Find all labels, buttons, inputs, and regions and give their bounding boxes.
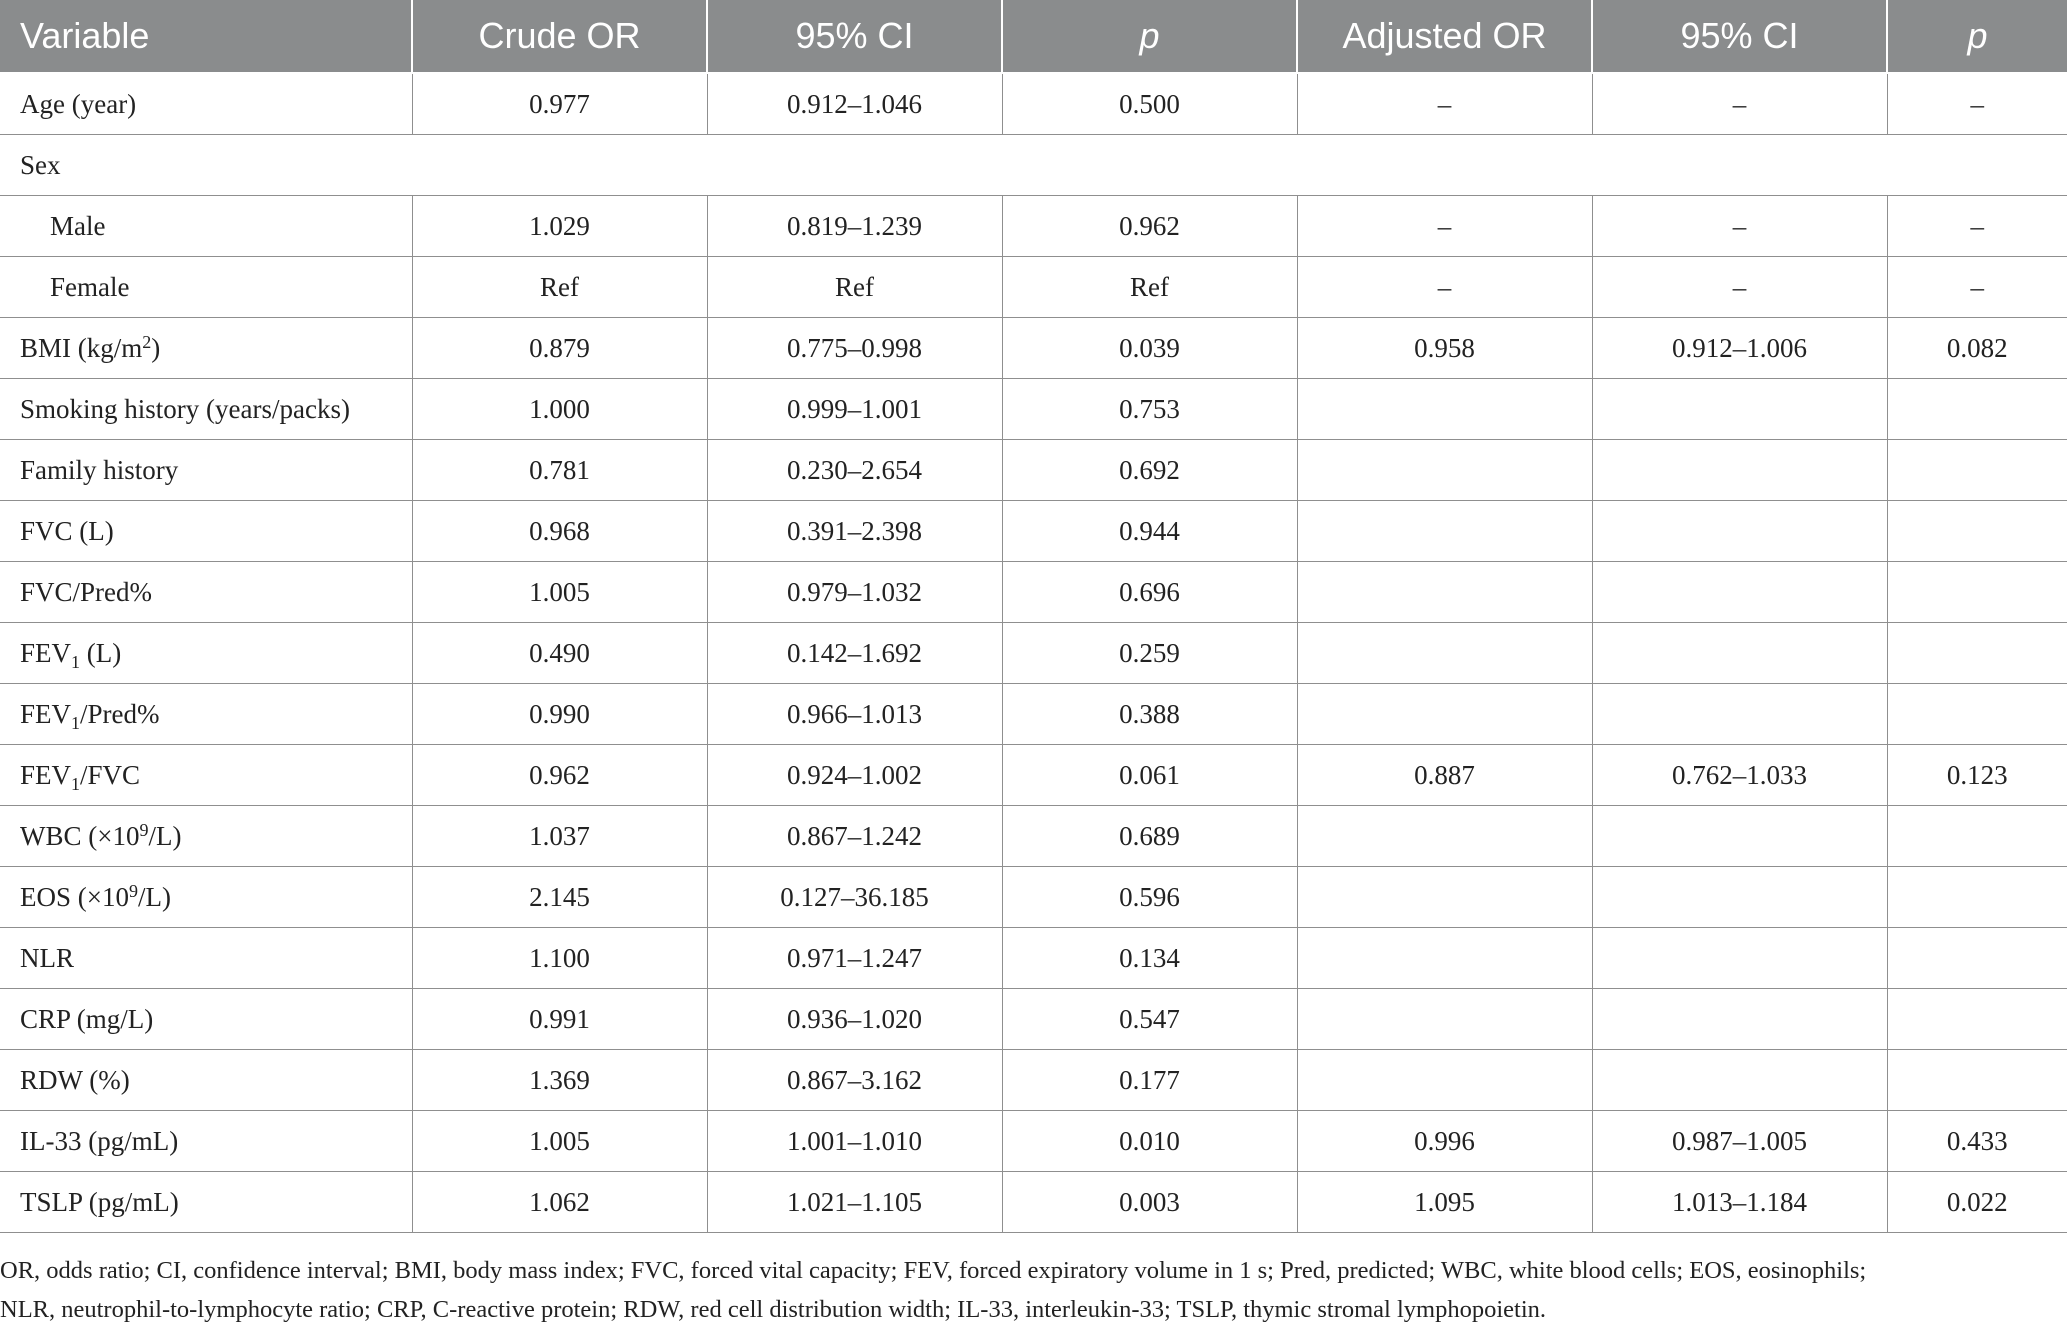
row-variable-label	[0, 989, 412, 1050]
crude-or-cell: 2.145	[412, 867, 707, 928]
adjusted-or-cell	[1297, 623, 1592, 684]
crude-p-cell: 0.010	[1002, 1111, 1297, 1172]
variable-name: WBC (×10	[20, 820, 140, 851]
adjusted-p-cell	[1887, 684, 2067, 745]
adjusted-p-cell: –	[1887, 73, 2067, 135]
crude-or-cell: 0.991	[412, 989, 707, 1050]
header-ci-crude: 95% CI	[707, 0, 1002, 73]
table-row	[0, 1172, 2067, 1233]
crude-or-cell: 1.000	[412, 379, 707, 440]
crude-or-cell: 0.977	[412, 73, 707, 135]
header-p-crude: p	[1002, 0, 1297, 73]
variable-name: IL-33 (pg/mL)	[20, 1125, 179, 1156]
row-variable-label	[0, 501, 412, 562]
crude-p-cell: 0.547	[1002, 989, 1297, 1050]
crude-p-cell: 0.753	[1002, 379, 1297, 440]
crude-or-cell: 0.962	[412, 745, 707, 806]
table-row	[0, 196, 2067, 257]
row-variable-label	[0, 196, 412, 257]
crude-p-cell: 0.177	[1002, 1050, 1297, 1111]
row-variable-label	[0, 562, 412, 623]
variable-name: Male	[50, 210, 106, 241]
table-row	[0, 867, 2067, 928]
variable-name: FEV	[20, 759, 72, 790]
table-row	[0, 806, 2067, 867]
variable-name-suffix: /L)	[137, 881, 171, 912]
adjusted-ci-cell: –	[1592, 257, 1887, 318]
adjusted-or-cell	[1297, 989, 1592, 1050]
variable-subscript: 1	[71, 651, 81, 672]
crude-ci-cell: 0.867–3.162	[707, 1050, 1002, 1111]
adjusted-or-cell	[1297, 806, 1592, 867]
header-crude-or: Crude OR	[412, 0, 707, 73]
crude-ci-cell: 0.127–36.185	[707, 867, 1002, 928]
adjusted-or-cell: –	[1297, 196, 1592, 257]
crude-ci-cell: 0.391–2.398	[707, 501, 1002, 562]
variable-name: Smoking history (years/packs)	[20, 393, 350, 424]
adjusted-ci-cell	[1592, 379, 1887, 440]
row-variable-label	[0, 440, 412, 501]
adjusted-p-cell: 0.022	[1887, 1172, 2067, 1233]
adjusted-or-cell	[1297, 1050, 1592, 1111]
table-row	[0, 379, 2067, 440]
crude-p-cell: 0.596	[1002, 867, 1297, 928]
adjusted-p-cell: 0.123	[1887, 745, 2067, 806]
crude-or-cell: 1.062	[412, 1172, 707, 1233]
adjusted-p-cell	[1887, 989, 2067, 1050]
adjusted-p-cell: 0.082	[1887, 318, 2067, 379]
adjusted-or-cell: –	[1297, 257, 1592, 318]
variable-name-suffix: /FVC	[80, 759, 141, 790]
crude-or-cell: 1.100	[412, 928, 707, 989]
table-row	[0, 1050, 2067, 1111]
crude-p-cell: 0.039	[1002, 318, 1297, 379]
crude-or-cell: Ref	[412, 257, 707, 318]
table-row	[0, 501, 2067, 562]
table-row	[0, 928, 2067, 989]
adjusted-ci-cell	[1592, 623, 1887, 684]
variable-name: Age (year)	[20, 88, 137, 119]
variable-name-suffix: /Pred%	[80, 698, 160, 729]
adjusted-p-cell	[1887, 1050, 2067, 1111]
adjusted-p-cell	[1887, 806, 2067, 867]
row-variable-label	[0, 745, 412, 806]
adjusted-ci-cell: 0.912–1.006	[1592, 318, 1887, 379]
crude-or-cell: 1.005	[412, 1111, 707, 1172]
adjusted-p-cell: –	[1887, 196, 2067, 257]
table-row	[0, 745, 2067, 806]
adjusted-or-cell	[1297, 684, 1592, 745]
crude-ci-cell: 0.924–1.002	[707, 745, 1002, 806]
adjusted-or-cell: 0.996	[1297, 1111, 1592, 1172]
header-p-adjusted: p	[1887, 0, 2067, 73]
adjusted-p-cell	[1887, 440, 2067, 501]
adjusted-p-cell	[1887, 623, 2067, 684]
adjusted-or-cell: –	[1297, 73, 1592, 135]
adjusted-or-cell	[1297, 379, 1592, 440]
crude-ci-cell: 0.230–2.654	[707, 440, 1002, 501]
crude-or-cell: 0.879	[412, 318, 707, 379]
adjusted-ci-cell	[1592, 928, 1887, 989]
adjusted-ci-cell	[1592, 684, 1887, 745]
variable-name: RDW (%)	[20, 1064, 130, 1095]
crude-p-cell: 0.962	[1002, 196, 1297, 257]
crude-p-cell: 0.061	[1002, 745, 1297, 806]
row-variable-label	[0, 257, 412, 318]
crude-or-cell: 1.005	[412, 562, 707, 623]
row-variable-label	[0, 135, 2067, 196]
adjusted-p-cell: 0.433	[1887, 1111, 2067, 1172]
adjusted-ci-cell	[1592, 501, 1887, 562]
crude-ci-cell: 0.966–1.013	[707, 684, 1002, 745]
crude-ci-cell: 0.979–1.032	[707, 562, 1002, 623]
adjusted-ci-cell	[1592, 562, 1887, 623]
adjusted-ci-cell: 0.987–1.005	[1592, 1111, 1887, 1172]
table-footnote	[0, 1233, 2067, 1329]
variable-name: EOS (×10	[20, 881, 129, 912]
adjusted-ci-cell: –	[1592, 196, 1887, 257]
crude-ci-cell: 0.142–1.692	[707, 623, 1002, 684]
crude-ci-cell: 0.819–1.239	[707, 196, 1002, 257]
table-body	[0, 73, 2067, 1233]
adjusted-ci-cell: 0.762–1.033	[1592, 745, 1887, 806]
crude-p-cell: 0.692	[1002, 440, 1297, 501]
crude-ci-cell: 0.867–1.242	[707, 806, 1002, 867]
adjusted-or-cell	[1297, 867, 1592, 928]
table-row	[0, 1111, 2067, 1172]
adjusted-or-cell: 0.958	[1297, 318, 1592, 379]
table-row	[0, 257, 2067, 318]
variable-superscript: 2	[142, 331, 152, 352]
variable-name-suffix: /L)	[148, 820, 182, 851]
crude-p-cell: 0.388	[1002, 684, 1297, 745]
row-variable-label	[0, 1111, 412, 1172]
variable-name: NLR	[20, 942, 74, 973]
adjusted-or-cell	[1297, 928, 1592, 989]
table-row	[0, 623, 2067, 684]
crude-p-cell: 0.944	[1002, 501, 1297, 562]
table-row	[0, 989, 2067, 1050]
row-variable-label	[0, 623, 412, 684]
adjusted-or-cell	[1297, 562, 1592, 623]
variable-name: BMI (kg/m	[20, 332, 143, 363]
crude-ci-cell: 1.001–1.010	[707, 1111, 1002, 1172]
crude-ci-cell: Ref	[707, 257, 1002, 318]
adjusted-p-cell	[1887, 928, 2067, 989]
table-row	[0, 562, 2067, 623]
crude-ci-cell: 1.021–1.105	[707, 1172, 1002, 1233]
table-row	[0, 684, 2067, 745]
crude-ci-cell: 0.936–1.020	[707, 989, 1002, 1050]
adjusted-ci-cell	[1592, 1050, 1887, 1111]
variable-superscript: 9	[128, 880, 138, 901]
table-section-row	[0, 135, 2067, 196]
adjusted-p-cell	[1887, 867, 2067, 928]
variable-name-suffix: (L)	[80, 637, 122, 668]
variable-name: FVC/Pred%	[20, 576, 153, 607]
crude-ci-cell: 0.912–1.046	[707, 73, 1002, 135]
row-variable-label	[0, 73, 412, 135]
crude-or-cell: 1.037	[412, 806, 707, 867]
row-variable-label	[0, 1172, 412, 1233]
table-row	[0, 440, 2067, 501]
crude-or-cell: 0.968	[412, 501, 707, 562]
adjusted-ci-cell	[1592, 440, 1887, 501]
variable-name: CRP (mg/L)	[20, 1003, 154, 1034]
footnote-line-2: NLR, neutrophil-to-lymphocyte ratio; CRP, C-reactive protein; RDW, red cell distribution width; IL-33, interleukin-33; TSLP, thymic stromal lymphopoietin.	[0, 1296, 1547, 1323]
variable-name: TSLP (pg/mL)	[20, 1186, 179, 1217]
variable-name: FVC (L)	[20, 515, 114, 546]
crude-or-cell: 0.781	[412, 440, 707, 501]
crude-p-cell: 0.134	[1002, 928, 1297, 989]
crude-or-cell: 0.990	[412, 684, 707, 745]
crude-p-cell: 0.003	[1002, 1172, 1297, 1233]
table-row	[0, 318, 2067, 379]
variable-subscript: 1	[71, 712, 81, 733]
row-variable-label	[0, 379, 412, 440]
variable-name: Female	[50, 271, 130, 302]
crude-p-cell: 0.259	[1002, 623, 1297, 684]
row-variable-label	[0, 1050, 412, 1111]
header-ci-adjusted: 95% CI	[1592, 0, 1887, 73]
adjusted-or-cell: 1.095	[1297, 1172, 1592, 1233]
row-variable-label	[0, 867, 412, 928]
crude-p-cell: 0.696	[1002, 562, 1297, 623]
crude-p-cell: Ref	[1002, 257, 1297, 318]
row-variable-label	[0, 684, 412, 745]
adjusted-ci-cell: 1.013–1.184	[1592, 1172, 1887, 1233]
adjusted-ci-cell	[1592, 867, 1887, 928]
adjusted-p-cell	[1887, 501, 2067, 562]
adjusted-p-cell	[1887, 562, 2067, 623]
crude-or-cell: 0.490	[412, 623, 707, 684]
variable-name: FEV	[20, 698, 72, 729]
variable-superscript: 9	[139, 819, 149, 840]
footnote-line-1: OR, odds ratio; CI, confidence interval; BMI, body mass index; FVC, forced vital capacity; FEV, forced expiratory volume in 1 s; Pred, predicted; WBC, white blood cells; EOS, eosinophils;	[0, 1257, 1867, 1284]
table-header	[0, 0, 2067, 73]
variable-name: Family history	[20, 454, 179, 485]
crude-p-cell: 0.500	[1002, 73, 1297, 135]
table-row	[0, 73, 2067, 135]
header-adjusted-or: Adjusted OR	[1297, 0, 1592, 73]
row-variable-label	[0, 318, 412, 379]
crude-ci-cell: 0.971–1.247	[707, 928, 1002, 989]
header-variable: Variable	[0, 0, 412, 73]
variable-name: Sex	[20, 149, 61, 180]
crude-p-cell: 0.689	[1002, 806, 1297, 867]
adjusted-or-cell	[1297, 440, 1592, 501]
variable-name: FEV	[20, 637, 72, 668]
crude-or-cell: 1.029	[412, 196, 707, 257]
adjusted-or-cell: 0.887	[1297, 745, 1592, 806]
variable-subscript: 1	[71, 773, 81, 794]
crude-ci-cell: 0.999–1.001	[707, 379, 1002, 440]
header-row	[0, 0, 2067, 73]
crude-or-cell: 1.369	[412, 1050, 707, 1111]
adjusted-ci-cell	[1592, 806, 1887, 867]
adjusted-ci-cell: –	[1592, 73, 1887, 135]
crude-ci-cell: 0.775–0.998	[707, 318, 1002, 379]
row-variable-label	[0, 806, 412, 867]
row-variable-label	[0, 928, 412, 989]
adjusted-ci-cell	[1592, 989, 1887, 1050]
adjusted-or-cell	[1297, 501, 1592, 562]
variable-name-suffix: )	[151, 332, 161, 363]
adjusted-p-cell: –	[1887, 257, 2067, 318]
adjusted-p-cell	[1887, 379, 2067, 440]
